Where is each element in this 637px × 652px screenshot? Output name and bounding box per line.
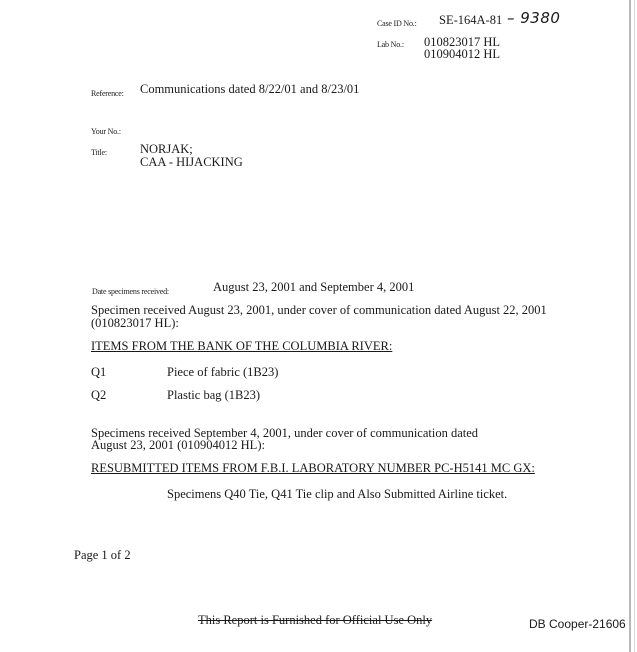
date-received-label: Date specimens received: (92, 287, 169, 296)
reference-value: Communications dated 8/22/01 and 8/23/01 (140, 82, 360, 96)
lab-no-value-2: 010904012 HL (424, 47, 501, 61)
specimen-1-line-1: Specimen received August 23, 2001, under cover of communication dated August 22, 2001 (91, 303, 547, 317)
item-q2-description: Plastic bag (1B23) (167, 388, 261, 402)
item-q2-id: Q2 (91, 388, 107, 402)
page-edge-shadow (629, 0, 631, 652)
items-heading-1: ITEMS FROM THE BANK OF THE COLUMBIA RIVER: (91, 339, 393, 353)
case-id-value: SE-164A-81 (439, 13, 503, 27)
items-heading-2: RESUBMITTED ITEMS FROM F.B.I. LABORATORY NUMBER PC-H5141 MC GX: (91, 461, 535, 475)
title-line-1: NORJAK; (140, 142, 193, 156)
page-number: Page 1 of 2 (74, 548, 131, 562)
official-use-notice: This Report is Furnished for Official Use Only (198, 613, 433, 627)
page-edge-line (634, 0, 635, 652)
item-q1-description: Piece of fabric (1B23) (167, 365, 279, 379)
title-label: Title: (91, 148, 107, 157)
item-q1-id: Q1 (91, 365, 107, 379)
case-id-label: Case ID No.: (377, 19, 417, 28)
lab-no-value-1: 010823017 HL (424, 35, 501, 49)
resubmitted-items-note: Specimens Q40 Tie, Q41 Tie clip and Also Submitted Airline ticket. (167, 487, 508, 501)
title-line-2: CAA - HIJACKING (140, 155, 243, 169)
specimen-1-line-2: (010823017 HL): (91, 316, 179, 330)
lab-no-label: Lab No.: (377, 40, 404, 49)
case-id-handwritten-note: – 9380 (507, 9, 561, 27)
date-received-value: August 23, 2001 and September 4, 2001 (213, 280, 415, 294)
document-id-stamp: DB Cooper-21606 (529, 617, 626, 631)
reference-label: Reference: (91, 89, 124, 98)
specimen-2-line-2: August 23, 2001 (010904012 HL): (91, 438, 265, 452)
specimen-2-line-1: Specimens received September 4, 2001, under cover of communication dated (91, 426, 479, 440)
your-no-label: Your No.: (91, 127, 121, 136)
